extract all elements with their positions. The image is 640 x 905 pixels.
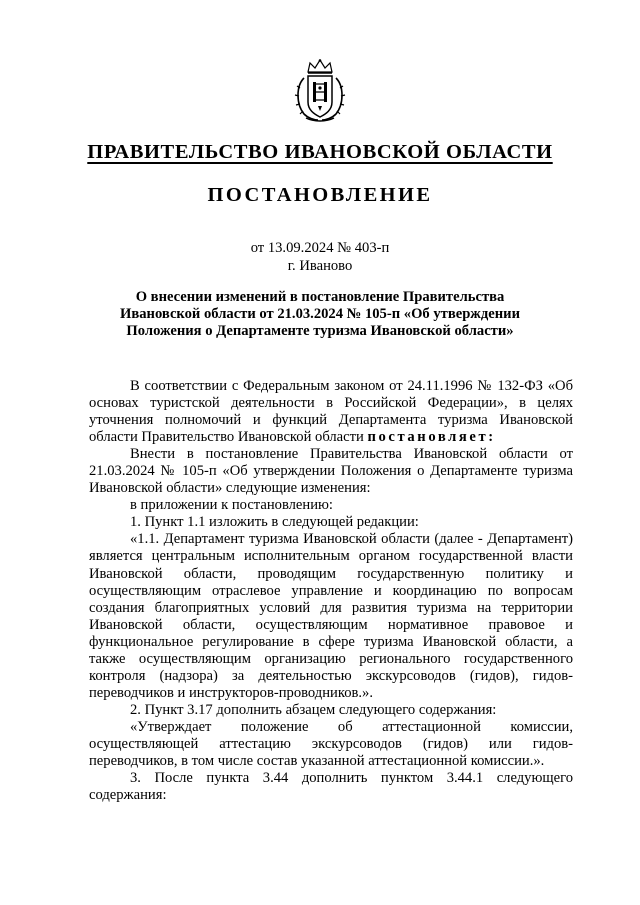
- document-date-number: от 13.09.2024 № 403-п: [250, 240, 390, 256]
- subject-line: О внесении изменений в постановление Правительства: [135, 289, 505, 305]
- ivanovo-coat-of-arms-icon: [294, 58, 346, 124]
- preamble-paragraph: [89, 378, 573, 446]
- document-type-title: ПОСТАНОВЛЕНИЕ: [207, 184, 433, 206]
- subject-line: Ивановской области от 21.03.2024 № 105-п «Об утверждении: [120, 306, 520, 323]
- decree-word: постановляет:: [367, 429, 496, 446]
- paragraph-item-1: 1. Пункт 1.1 изложить в следующей редакции:: [130, 514, 419, 531]
- government-title: ПРАВИТЕЛЬСТВО ИВАНОВСКОЙ ОБЛАСТИ: [87, 141, 553, 163]
- paragraph-amendment-intro: Внести в постановление Правительства Ивановской области от 21.03.2024 № 105-п «Об утверждении Положения о Департаменте туризма Ивановской области» следующие изменения:: [89, 446, 573, 497]
- paragraph-item-3: 3. После пункта 3.44 дополнить пунктом 3.44.1 следующего содержания:: [89, 770, 573, 804]
- document-city: г. Иваново: [287, 258, 353, 274]
- document-body: [89, 378, 573, 804]
- document-subject: [105, 289, 535, 341]
- paragraph-item-2-text: «Утверждает положение об аттестационной комиссии, осуществляющей аттестацию экскурсоводов (гидов) или гидов-переводчиков, в том числе состав указанной аттестационной комиссии.».: [89, 718, 573, 770]
- paragraph-item-2: 2. Пункт 3.17 дополнить абзацем следующего содержания:: [130, 701, 497, 718]
- subject-line: Положения о Департаменте туризма Ивановской области»: [126, 323, 514, 340]
- preamble-text: В соответствии с Федеральным законом от 24.11.1996 № 132-ФЗ «Об основах туристской деятельности в Российской Федерации», в целях уточнения полномочий и функций Департамента туризма Ивановской области Правительство Ивановской области: [89, 378, 573, 446]
- paragraph-item-1-text: «1.1. Департамент туризма Ивановской области (далее - Департамент) является центральным исполнительным органом государственной власти Ивановской области, проводящим государственную политику и осуществляющим отраслевое управление и координацию по вопросам создания благоприятных условий для развития туризма на территории Ивановской области, осуществляющим нормативное правовое и функциональное регулирование в сфере туризма Ивановской области, а также осуществляющим организацию регионального государственного контроля (надзора) за деятельностью экскурсоводов (гидов), гидов-переводчиков и инструкторов-проводников.».: [89, 531, 573, 701]
- paragraph-appendix: в приложении к постановлению:: [130, 497, 333, 514]
